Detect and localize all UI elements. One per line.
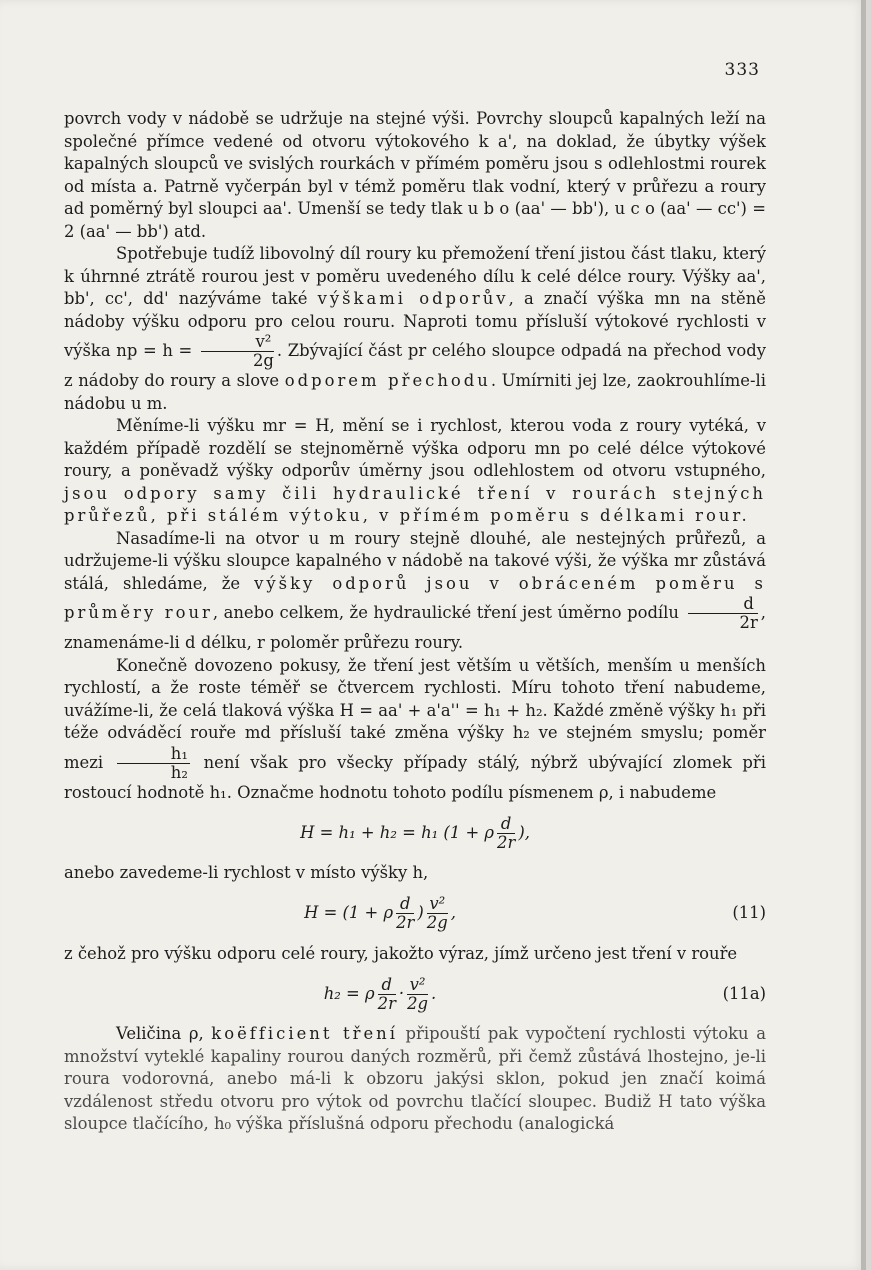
spaced-term: výšky odporů jsou v obráceném poměru s průměry rour [64, 573, 766, 622]
equation-label: (11) [732, 903, 766, 923]
paragraph-4: Nasadíme-li na otvor u m roury stejně dlouhé, ale nestejných průřezů, a udržujeme-li výšku sloupce kapalného v nádobě na takové výši, že výška mr zůstává stálá, shledáme, že výšky odporů jsou v obráceném poměru s průměry rour, anebo celkem, že hydraulické tření jest úměrno podílu $\frac{d}{2r}$ , znamenáme-li d délku, r poloměr průřezu roury. [64, 528, 767, 652]
paragraph-7: z čehož pro výšku odporu celé roury, jakožto výraz, jímž určeno jest tření v rouře [64, 943, 738, 963]
spaced-term: koëfficient tření [211, 1024, 398, 1043]
fraction: $\frac{\text{v²}}{2g}$ [201, 333, 274, 370]
spaced-term: odporem přechodu [284, 371, 491, 390]
fraction: $\frac{d}{2r}$ [688, 595, 758, 632]
equation-label: (11a) [722, 983, 766, 1003]
equation-11a: h₂ = ρ $\frac{d}{2r}$ · $\frac{\text{v²}}{2g}$ . (11a) [323, 974, 766, 1013]
paragraph-1: povrch vody v nádobě se udržuje na stejné výši. Povrchy sloupců kapalných leží na společné přímce vedené od otvoru výtokového k a', na doklad, že úbytky výšek kapalných sloupců ve svislých rourkách v přímém poměru jsou s odlehlostmi rourek od místa a. Patrně vyčerpán byl v témž poměru tlak vodní, který v průřezu a roury ad poměrný byl sloupci aa'. Umenší se tedy tlak u b o (aa' — bb'), u c o (aa' — cc') = 2 (aa' — bb') atd. [64, 109, 766, 241]
equation-1: H = h₁ + h₂ = h₁ (1 + ρ $\frac{d}{2r}$ ), [300, 813, 530, 852]
body-text [64, 108, 766, 1136]
spaced-term: výškami odporův [317, 289, 509, 308]
paragraph-5: Konečně dovozeno pokusy, že tření jest větším u větších, menším u menších rychlostí, a že roste téměř se čtvercem rychlosti. Míru tohoto tření nabudeme, uvážíme-li, že celá tlaková výška H = aa' + a'a'' = h₁ + h₂. Každé změně výšky h₁ při téže odváděcí rouře md přísluší také změna výšky h₂ ve stejném smyslu; poměr mezi $\frac{\text{h₁}}{\text{h₂}}$ není však pro všecky případy stálý, nýbrž ubývající zlomek při rostoucí hodnotě h₁. Označme hodnotu tohoto podílu písmenem ρ, i nabudeme [64, 655, 766, 802]
paragraph-2: Spotřebuje tudíž libovolný díl roury ku přemožení tření jistou část tlaku, který k úhrnné ztrátě rourou jest v poměru uvedeného dílu k celé délce roury. Výšky aa', bb', cc', dd' nazýváme také výškami odporův, a značí výška mn na stěně nádoby výšku odporu pro celou rouru. Naproti tomu přísluší výtokové rychlosti v výška np = h = $\frac{\text{v²}}{2g}$ . Zbývající část pr celého sloupce odpadá na přechod vody z nádoby do roury a slove odporem přechodu. Umírniti jej lze, zaokrouhlíme-li nádobu u m. [64, 244, 767, 413]
paragraph-6: anebo zavedeme-li rychlost v místo výšky h, [64, 863, 429, 882]
spaced-term: jsou odpory samy čili hydraulické tření v rourách stejných průřezů, při stálém výtoku, v přímém poměru s délkami rour. [64, 483, 766, 525]
page-number: 333 [724, 60, 760, 80]
paragraph-8: Veličina ρ, koëfficient tření připouští pak vypočtení rychlosti výtoku a množství vyteklé kapaliny rourou daných rozměrů, při čemž zůstává lhostejno, je-li roura vodorovná, anebo má-li k obzoru jakýsi sklon, pokud jen značí koimá vzdálenost středu otvoru pro výtok od povrchu tlačící sloupec. Budiž H tato výška sloupce tlačícího, h₀ výška příslušná odporu přechodu (analogická [64, 1024, 766, 1133]
paragraph-3: Měníme-li výšku mr = H, mění se i rychlost, kterou voda z roury vytéká, v každém případě rozdělí se stejnoměrně výška odporu mn po celé délce výtokové roury, a poněvadž výšky odporův úměrny jsou odlehlostem od otvoru vstupného, jsou odpory samy čili hydraulické tření v rourách stejných průřezů, při stálém výtoku, v přímém poměru s délkami rour. [64, 416, 766, 525]
page-edge [861, 0, 866, 1270]
equation-11: H = (1 + ρ $\frac{d}{2r}$ ) $\frac{\text{v²}}{2g}$ , (11) [304, 894, 766, 932]
fraction: $\frac{\text{h₁}}{\text{h₂}}$ [117, 745, 190, 782]
